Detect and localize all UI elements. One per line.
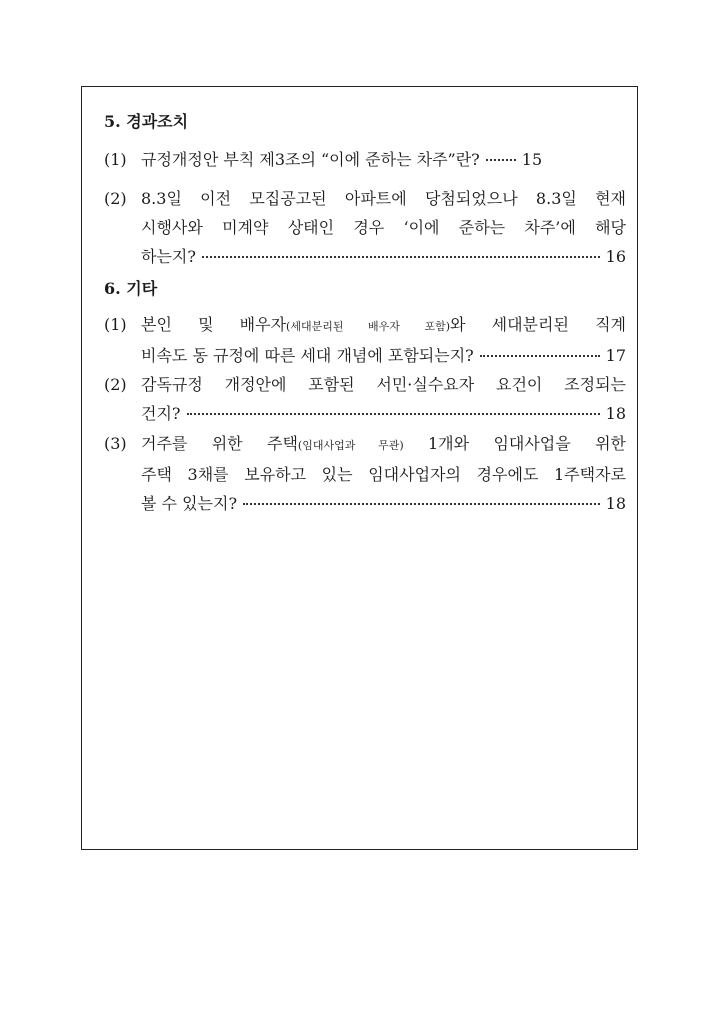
item-text: 하는지? bbox=[141, 247, 196, 266]
item-text: 건지? bbox=[141, 404, 181, 423]
item-text-part: 거주를 위한 주택 bbox=[141, 434, 298, 453]
page-number: 17 bbox=[605, 346, 626, 365]
item-text-part: 본인 및 배우자 bbox=[141, 315, 287, 334]
item-number: (1) bbox=[104, 315, 127, 334]
dot-leader bbox=[486, 158, 516, 161]
toc-item-5-2[interactable] bbox=[104, 184, 626, 271]
toc-entry-line bbox=[141, 145, 626, 174]
item-text-part: 1개와 임대사업을 위한 bbox=[403, 434, 626, 453]
dot-leader bbox=[187, 412, 600, 415]
toc-item-6-3[interactable] bbox=[104, 429, 626, 518]
toc-item-5-1[interactable] bbox=[104, 145, 626, 174]
item-text-line: 시행사와 미계약 상태인 경우 ‘이에 준하는 차주’에 해당 bbox=[141, 218, 626, 237]
item-text: 비속도 동 규정에 따른 세대 개념에 포함되는지? bbox=[141, 346, 474, 365]
item-number: (2) bbox=[104, 189, 127, 208]
toc-entry-line bbox=[141, 242, 626, 271]
item-text-line: 주택 3채를 보유하고 있는 임대사업자의 경우에도 1주택자로 bbox=[141, 465, 626, 484]
item-text: 볼 수 있는지? bbox=[141, 494, 238, 513]
page-number: 18 bbox=[605, 404, 626, 423]
toc-entry-line bbox=[141, 341, 626, 370]
dot-leader bbox=[480, 354, 600, 357]
section-title-6: 6. 기타 bbox=[104, 279, 158, 298]
item-text-line: 8.3일 이전 모집공고된 아파트에 당첨되었으나 8.3일 현재 bbox=[141, 189, 626, 208]
item-number: (1) bbox=[104, 150, 127, 169]
item-text-part: 와 세대분리된 직계 bbox=[450, 315, 626, 334]
section-title-5: 5. 경과조치 bbox=[104, 112, 189, 131]
item-text-note: (임대사업과 무관) bbox=[297, 439, 404, 452]
item-text-note: (세대분리된 배우자 포함) bbox=[286, 320, 451, 333]
toc-entry-line bbox=[141, 399, 626, 428]
dot-leader bbox=[243, 502, 600, 505]
item-number: (3) bbox=[104, 434, 127, 453]
dot-leader bbox=[202, 255, 600, 258]
page-number: 15 bbox=[521, 150, 543, 169]
page-number: 16 bbox=[605, 247, 626, 266]
item-text-line: 감독규정 개정안에 포함된 서민·실수요자 요건이 조정되는 bbox=[141, 375, 626, 394]
page-number: 18 bbox=[605, 494, 626, 513]
item-number: (2) bbox=[104, 375, 127, 394]
item-text: 규정개정안 부칙 제3조의 “이에 준하는 차주”란? bbox=[141, 150, 480, 169]
item-text-line bbox=[141, 310, 626, 341]
toc-item-6-2[interactable] bbox=[104, 370, 626, 428]
document-frame bbox=[81, 86, 638, 850]
toc-item-6-1[interactable] bbox=[104, 310, 626, 370]
item-text-line bbox=[141, 429, 626, 460]
toc-entry-line bbox=[141, 489, 626, 518]
